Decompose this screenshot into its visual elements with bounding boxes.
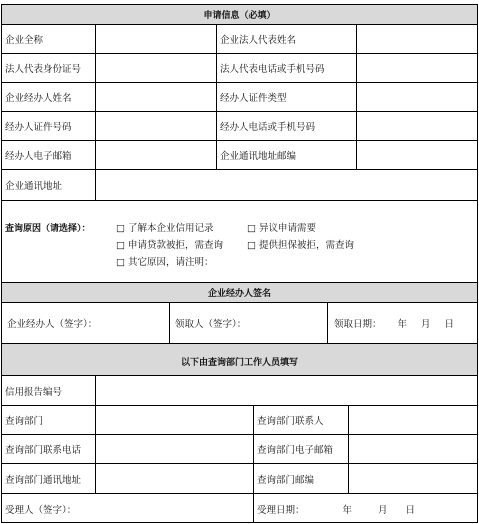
accept-date-month: 月	[378, 504, 388, 516]
address-field[interactable]	[96, 170, 477, 200]
dept-email-label: 查询部门电子邮箱	[254, 435, 349, 463]
dept-email-field[interactable]	[349, 435, 477, 463]
receive-date-day: 日	[444, 319, 455, 330]
section-application-title: 申请信息（必填）	[203, 11, 276, 21]
postcode-label: 企业通讯地址邮编	[217, 141, 357, 169]
agent-id-type-label: 经办人证件类型	[217, 83, 357, 111]
signature-row	[2, 303, 477, 344]
form-row-agent-id	[2, 112, 477, 141]
staff-row-dept	[2, 406, 477, 435]
agent-id-type-field[interactable]	[357, 83, 477, 111]
agent-name-label: 企业经办人姓名	[2, 83, 96, 111]
dept-address-field[interactable]	[96, 464, 254, 493]
report-no-label: 信用报告编号	[2, 376, 96, 405]
section-staff-title: 以下由查询部门工作人员填写	[180, 358, 298, 368]
address-label: 企业通讯地址	[2, 170, 96, 200]
section-staff-header	[2, 344, 477, 376]
form-row-address	[2, 170, 477, 201]
agent-email-field[interactable]	[96, 141, 217, 169]
dept-postcode-label: 查询部门邮编	[254, 464, 349, 493]
query-reason-label: 查询原因（请选择）：	[5, 224, 91, 234]
dept-contact-label: 查询部门联系人	[254, 406, 349, 434]
legal-rep-name-field[interactable]	[357, 25, 477, 53]
reason-option-objection[interactable]: □ 异议申请需要	[247, 223, 316, 234]
dept-field[interactable]	[96, 406, 254, 434]
agent-signature-label: 企业经办人（签字）：	[7, 319, 98, 330]
section-application-header	[2, 5, 477, 25]
agent-email-label: 经办人电子邮箱	[2, 141, 96, 169]
report-no-field[interactable]	[96, 376, 477, 405]
receive-date-month: 月	[421, 319, 431, 330]
query-reason-section	[2, 201, 477, 283]
credit-query-form	[1, 4, 478, 523]
acceptor-signature-field[interactable]	[2, 494, 254, 523]
acceptor-label: 受理人（签字）：	[5, 504, 77, 516]
receive-date-field[interactable]	[328, 303, 477, 343]
section-signature-header	[2, 283, 477, 303]
receive-date-year: 年	[397, 319, 408, 330]
dept-contact-field[interactable]	[349, 406, 477, 434]
form-row-company	[2, 25, 477, 54]
form-row-legal-rep	[2, 54, 477, 83]
staff-row-report	[2, 376, 477, 406]
agent-phone-label: 经办人电话或手机号码	[217, 112, 357, 140]
agent-signature-field[interactable]	[2, 303, 170, 343]
accept-date-label: 受理日期：	[257, 504, 305, 516]
reason-option-other[interactable]: □ 其它原因，请注明：	[116, 257, 214, 268]
section-signature-title: 企业经办人签名	[207, 289, 271, 299]
agent-id-no-field[interactable]	[96, 112, 217, 140]
dept-phone-field[interactable]	[96, 435, 254, 463]
staff-row-dept-address	[2, 464, 477, 494]
form-row-agent-email	[2, 141, 477, 170]
legal-rep-phone-label: 法人代表电话或手机号码	[217, 54, 357, 82]
reason-option-guarantee-rejected[interactable]: □ 提供担保被拒，需查询	[247, 240, 354, 251]
company-name-label: 企业全称	[2, 25, 96, 53]
reason-option-loan-rejected[interactable]: □ 申请贷款被拒，需查询	[116, 240, 223, 251]
agent-id-no-label: 经办人证件号码	[2, 112, 96, 140]
dept-phone-label: 查询部门联系电话	[2, 435, 96, 463]
accept-date-field[interactable]	[254, 494, 477, 523]
company-name-field[interactable]	[96, 25, 217, 53]
dept-postcode-field[interactable]	[349, 464, 477, 493]
postcode-field[interactable]	[357, 141, 477, 169]
dept-address-label: 查询部门通讯地址	[2, 464, 96, 493]
agent-phone-field[interactable]	[357, 112, 477, 140]
accept-date-year: 年	[342, 504, 353, 516]
staff-row-acceptor	[2, 494, 477, 523]
accept-date-day: 日	[405, 504, 416, 516]
legal-rep-phone-field[interactable]	[357, 54, 477, 82]
receiver-signature-label: 领取人（签字）：	[175, 319, 247, 330]
dept-label: 查询部门	[2, 406, 96, 434]
reason-option-understand-record[interactable]: □ 了解本企业信用记录	[116, 223, 214, 234]
receive-date-label: 领取日期：	[334, 319, 382, 330]
receiver-signature-field[interactable]	[170, 303, 328, 343]
agent-name-field[interactable]	[96, 83, 217, 111]
staff-row-dept-phone	[2, 435, 477, 464]
legal-rep-id-label: 法人代表身份证号	[2, 54, 96, 82]
legal-rep-name-label: 企业法人代表姓名	[217, 25, 357, 53]
form-row-agent	[2, 83, 477, 112]
legal-rep-id-field[interactable]	[96, 54, 217, 82]
